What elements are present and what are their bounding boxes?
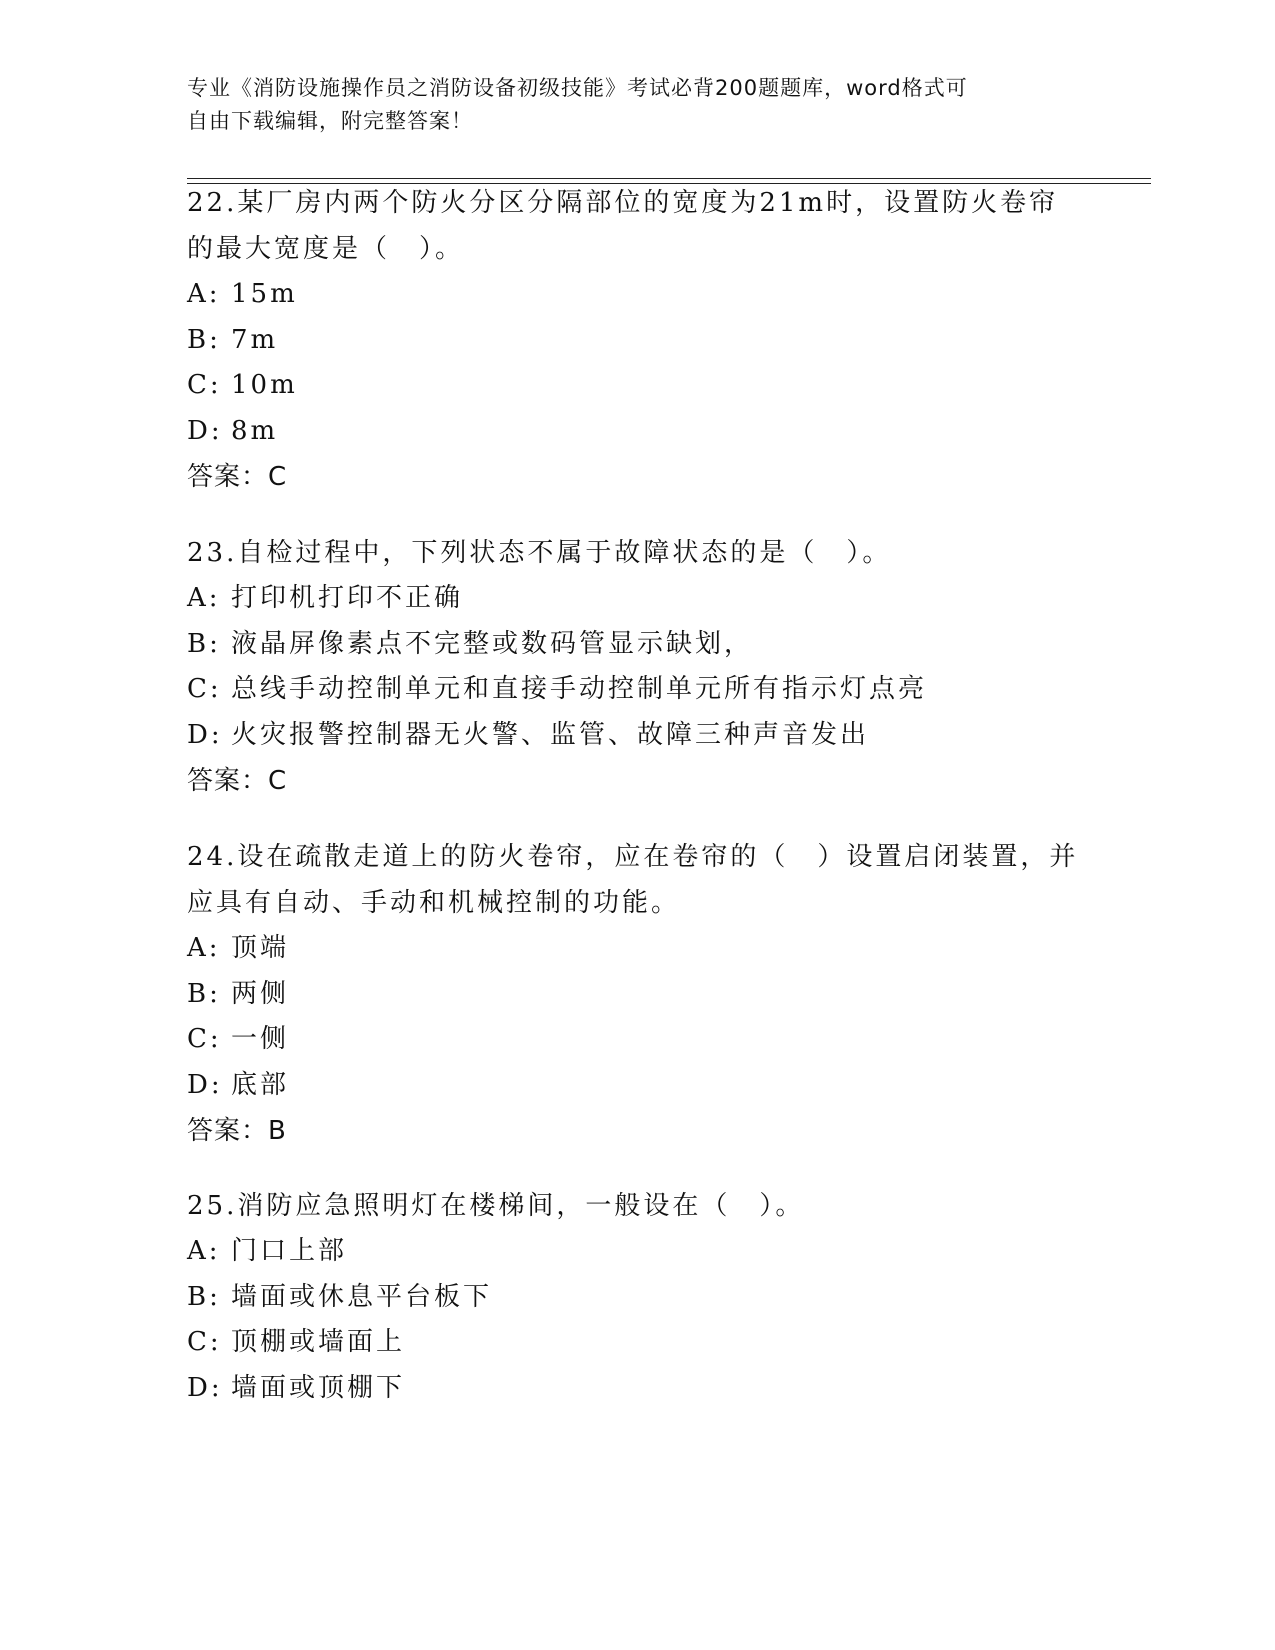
option-letter: B: [187, 324, 221, 355]
option-b [187, 972, 1087, 1018]
answer-value: B [268, 1116, 287, 1146]
question-24 [187, 834, 1087, 1154]
header-line-2: 自由下载编辑，附完整答案！ [187, 109, 473, 133]
option-a [187, 1229, 1087, 1275]
option-text: 8m [231, 415, 279, 446]
answer-value: C [268, 462, 288, 492]
option-d [187, 1366, 1087, 1412]
answer-label: 答案： [187, 1116, 269, 1146]
option-c [187, 1017, 1087, 1063]
question-text: 23.自检过程中，下列状态不属于故障状态的是（ ）。 [187, 538, 892, 568]
option-c [187, 1320, 1087, 1366]
option-letter: C: [187, 674, 222, 704]
option-letter: C: [187, 1327, 222, 1357]
answer-value: C [268, 766, 288, 796]
question-text: 25.消防应急照明灯在楼梯间，一般设在（ ）。 [187, 1191, 805, 1221]
option-c [187, 363, 1087, 409]
question-text: 22.某厂房内两个防火分区分隔部位的宽度为21m时，设置防火卷帘的最大宽度是（ ）。 [187, 188, 1059, 264]
option-letter: A: [187, 583, 221, 613]
question-25 [187, 1183, 1087, 1411]
option-text: 总线手动控制单元和直接手动控制单元所有指示灯点亮 [231, 674, 928, 704]
option-text: 火灾报警控制器无火警、监管、故障三种声音发出 [231, 719, 870, 750]
answer [187, 758, 1087, 804]
question-22 [187, 180, 1087, 500]
option-letter: A: [187, 1236, 221, 1266]
option-b [187, 318, 1087, 364]
option-text: 10m [231, 370, 298, 400]
document-header [187, 72, 1067, 138]
option-letter: D: [187, 1372, 223, 1403]
option-text: 顶端 [231, 933, 290, 963]
option-text: 顶棚或墙面上 [231, 1327, 406, 1357]
option-a [187, 576, 1087, 622]
option-text: 7m [231, 324, 279, 355]
option-d [187, 713, 1087, 759]
option-a [187, 926, 1087, 972]
answer [187, 1108, 1087, 1154]
option-text: 打印机打印不正确 [231, 583, 464, 613]
option-letter: B: [187, 628, 221, 659]
option-text: 液晶屏像素点不完整或数码管显示缺划， [231, 628, 754, 659]
option-letter: C: [187, 370, 222, 400]
option-a [187, 272, 1087, 318]
option-text: 15m [231, 279, 298, 309]
option-b [187, 622, 1087, 668]
option-letter: B: [187, 978, 221, 1009]
question-text: 24.设在疏散走道上的防火卷帘，应在卷帘的（ ）设置启闭装置，并应具有自动、手动和机械控制的功能。 [187, 842, 1079, 918]
option-letter: B: [187, 1281, 221, 1312]
option-text: 一侧 [231, 1024, 290, 1054]
option-text: 两侧 [231, 978, 290, 1009]
option-letter: C: [187, 1024, 222, 1054]
option-letter: D: [187, 1069, 223, 1100]
option-c [187, 667, 1087, 713]
option-letter: A: [187, 279, 221, 309]
question-23 [187, 530, 1087, 804]
option-d [187, 409, 1087, 455]
header-divider-top [187, 178, 1151, 179]
option-letter: A: [187, 933, 221, 963]
option-b [187, 1275, 1087, 1321]
answer-label: 答案： [187, 766, 269, 796]
option-d [187, 1063, 1087, 1109]
answer [187, 454, 1087, 500]
option-letter: D: [187, 415, 223, 446]
option-text: 底部 [231, 1069, 290, 1100]
option-text: 门口上部 [231, 1236, 348, 1266]
answer-label: 答案： [187, 462, 269, 492]
option-text: 墙面或顶棚下 [231, 1372, 406, 1403]
option-letter: D: [187, 719, 223, 750]
header-line-1: 专业《消防设施操作员之消防设备初级技能》考试必背200题题库，word格式可 [187, 76, 968, 100]
option-text: 墙面或休息平台板下 [231, 1281, 493, 1312]
